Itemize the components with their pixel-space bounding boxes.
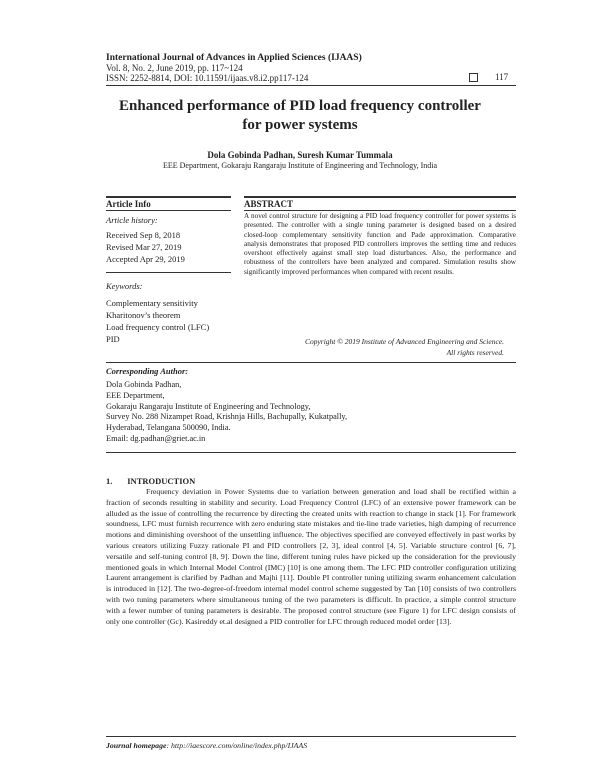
rights-line: All rights reserved. (446, 348, 504, 357)
received-date: Received Sep 8, 2018 (106, 230, 181, 240)
header-rule (106, 85, 516, 86)
title-line-1: Enhanced performance of PID load frequency controller (119, 98, 481, 114)
issn-doi: ISSN: 2252-8814, DOI: 10.11591/ijaas.v8.i2.pp117-124 (106, 73, 309, 83)
paper-title (60, 97, 540, 135)
keyword-item: PID (106, 334, 120, 344)
info-bottom-rule (106, 362, 516, 363)
page-number: 117 (495, 72, 509, 82)
journal-name: International Journal of Advances in Applied Sciences (IJAAS) (106, 53, 362, 63)
history-label: Article history: (106, 215, 158, 225)
journal-homepage (106, 741, 307, 750)
article-info-top-rule (106, 196, 231, 198)
corr-line: Dola Gobinda Padhan, (106, 380, 182, 389)
copyright-line: Copyright © 2019 Institute of Advanced Engineering and Science. (304, 337, 504, 346)
keyword-item: Complementary sensitivity (106, 298, 198, 308)
corr-line: Survey No. 288 Nizampet Road, Krishnja Hills, Bachupally, Kukatpally, (106, 412, 348, 422)
keyword-item: Kharitonov’s theorem (106, 310, 181, 320)
abstract-rule (244, 210, 516, 211)
article-history (106, 229, 185, 265)
corr-line: Email: dg.padhan@griet.ac.in (106, 433, 206, 443)
corr-line: EEE Department, (106, 390, 165, 400)
title-line-2: for power systems (242, 117, 358, 133)
page-marker-icon (469, 73, 478, 82)
revised-date: Revised Mar 27, 2019 (106, 242, 182, 252)
article-info-rule (106, 210, 231, 211)
intro-heading: 1. INTRODUCTION (106, 476, 196, 486)
corresponding-details (106, 380, 426, 445)
corresponding-rule (106, 452, 516, 453)
footer-rule (106, 736, 516, 737)
abstract-heading: ABSTRACT (244, 199, 294, 209)
corr-line: Hyderabad, Telangana 500090, India. (106, 423, 231, 433)
homepage-label: Journal homepage (106, 741, 167, 750)
keywords-list (106, 297, 209, 345)
keywords-label: Keywords: (106, 281, 143, 291)
article-info-heading: Article Info (106, 199, 151, 209)
authors: Dola Gobinda Padhan, Suresh Kumar Tummala (207, 150, 393, 160)
keyword-item: Load frequency control (LFC) (106, 322, 210, 332)
abstract-text: A novel control structure for designing a PID load frequency controller for power systems is presented. The controller with a single tuning parameter is designed based on a desired closed-loop complementary sensitivity function and Pade approximation. Comparative analysis demonstrates that proposed PID controllers improves the settling time and reduces overshoot effectively against small step load disturbances. Also, the performance and robustness of the controllers have been analyzed and compared. Simulation results show significantly improved performances when compared with recent results. (244, 212, 516, 276)
corr-line: Gokaraju Rangaraju Institute of Engineering and Technology, (106, 401, 311, 411)
abstract-top-rule (244, 196, 516, 198)
intro-text: Frequency deviation in Power Systems due to variation between generation and load shall be rectified within a fraction of seconds resulting in stability and security. Load Frequency Control (LFC) of an extensive power framework can be alluded as the issue of controlling the recurrence by directing the created units with reaction to change in stack [1]. For framework soundness, LFC must furnish recurrence with zero enduring state mistakes and tie-line trade varieties, high damping of recurrence motions and diminishing overshoot of the unsettling influence. The objectives specified are conveyed effectively in past works by various creators utilizing Fuzzy rationale PI and PID controllers [2, 3], ideal control [4, 5]. Variable structure control [6, 7], versatile and self-tuning control [8, 9]. Down the line, different tuning rules have picked up the consideration for the previously mentioned goals in which Internal Model Control (IMC) [10] is one among them. The LFC PID controller configuration utilizing Laurent arrangement is clarified by Padhan and Majhi [11]. Double PI controller tuning utilizing swarm enhancement calculation is introduced in [12]. The two-degree-of-freedom internal model control scheme suggested by Tan [10] consists of two controllers with two tuning parameters where simultaneous tuning of the two parameters is difficult. In practice, a simple control structure with a fewer number of tuning parameters is desirable. The proposed control structure (see Figure 1) for LFC design consists of only one controller (Gc). Kasireddy et.al designed a PID controller for LFC through reduced model order [13]. (106, 487, 516, 626)
volume-info: Vol. 8, No. 2, June 2019, pp. 117~124 (106, 63, 243, 73)
accepted-date: Accepted Apr 29, 2019 (106, 254, 185, 264)
affiliation: EEE Department, Gokaraju Rangaraju Institute of Engineering and Technology, India (162, 161, 438, 170)
corresponding-heading: Corresponding Author: (106, 366, 189, 376)
history-rule (106, 272, 231, 273)
homepage-url[interactable]: : http://iaescore.com/online/index.php/IJAAS (166, 741, 308, 750)
